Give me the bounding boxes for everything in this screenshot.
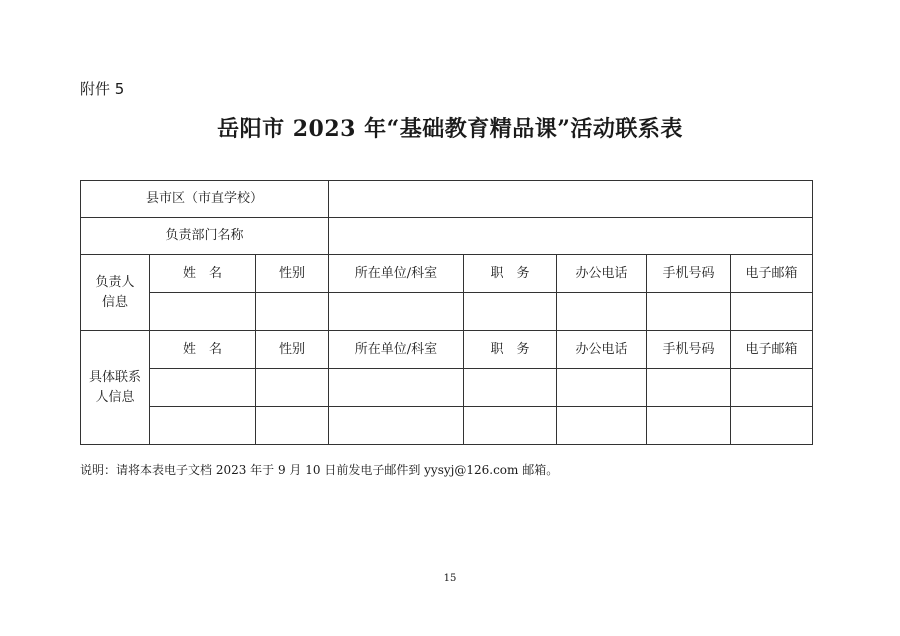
responsible-section-label bbox=[81, 255, 150, 331]
contact-section-label bbox=[81, 331, 150, 445]
responsible-header-row bbox=[81, 255, 813, 293]
document-title: 岳阳市 2023 年“基础教育精品课”活动联系表 bbox=[217, 116, 683, 142]
header-gender: 性别 bbox=[256, 255, 329, 293]
input-cell[interactable] bbox=[150, 407, 256, 445]
input-cell[interactable] bbox=[329, 369, 464, 407]
header-gender: 性别 bbox=[256, 331, 329, 369]
contact-header-row bbox=[81, 331, 813, 369]
input-cell[interactable] bbox=[731, 369, 813, 407]
dept-label: 负责部门名称 bbox=[81, 218, 329, 255]
input-cell[interactable] bbox=[256, 407, 329, 445]
contact-label-line2: 人信息 bbox=[95, 389, 135, 405]
header-position: 职 务 bbox=[464, 255, 557, 293]
header-mobile: 手机号码 bbox=[647, 255, 731, 293]
input-cell[interactable] bbox=[150, 293, 256, 331]
contact-form-table bbox=[80, 180, 813, 445]
header-name: 姓 名 bbox=[150, 255, 256, 293]
header-position: 职 务 bbox=[464, 331, 557, 369]
page-number: 15 bbox=[443, 573, 457, 584]
responsible-entry-row bbox=[81, 293, 813, 331]
input-cell[interactable] bbox=[647, 369, 731, 407]
header-office-phone: 办公电话 bbox=[557, 255, 647, 293]
input-cell[interactable] bbox=[557, 293, 647, 331]
header-email: 电子邮箱 bbox=[731, 331, 813, 369]
input-cell[interactable] bbox=[464, 369, 557, 407]
county-input-cell[interactable] bbox=[329, 181, 813, 218]
header-email: 电子邮箱 bbox=[731, 255, 813, 293]
attachment-label: 附件 5 bbox=[80, 80, 125, 98]
contact-entry-row bbox=[81, 369, 813, 407]
input-cell[interactable] bbox=[329, 407, 464, 445]
dept-input-cell[interactable] bbox=[329, 218, 813, 255]
header-unit: 所在单位/科室 bbox=[329, 331, 464, 369]
header-mobile: 手机号码 bbox=[647, 331, 731, 369]
contact-entry-row bbox=[81, 407, 813, 445]
input-cell[interactable] bbox=[256, 293, 329, 331]
responsible-label-line1: 负责人 bbox=[95, 275, 135, 290]
header-name: 姓 名 bbox=[150, 331, 256, 369]
input-cell[interactable] bbox=[329, 293, 464, 331]
header-unit: 所在单位/科室 bbox=[329, 255, 464, 293]
county-label: 县市区（市直学校） bbox=[81, 181, 329, 218]
input-cell[interactable] bbox=[557, 407, 647, 445]
input-cell[interactable] bbox=[647, 293, 731, 331]
input-cell[interactable] bbox=[647, 407, 731, 445]
input-cell[interactable] bbox=[557, 369, 647, 407]
county-row bbox=[81, 181, 813, 218]
instruction-note: 说明：请将本表电子文档 2023 年于 9 月 10 日前发电子邮件到 yysyj@126.com 邮箱。 bbox=[80, 463, 559, 477]
input-cell[interactable] bbox=[256, 369, 329, 407]
contact-label-line1: 具体联系 bbox=[88, 370, 141, 385]
input-cell[interactable] bbox=[150, 369, 256, 407]
header-office-phone: 办公电话 bbox=[557, 331, 647, 369]
input-cell[interactable] bbox=[731, 293, 813, 331]
dept-row bbox=[81, 218, 813, 255]
input-cell[interactable] bbox=[464, 407, 557, 445]
responsible-label-line2: 信息 bbox=[101, 294, 128, 310]
input-cell[interactable] bbox=[464, 293, 557, 331]
input-cell[interactable] bbox=[731, 407, 813, 445]
